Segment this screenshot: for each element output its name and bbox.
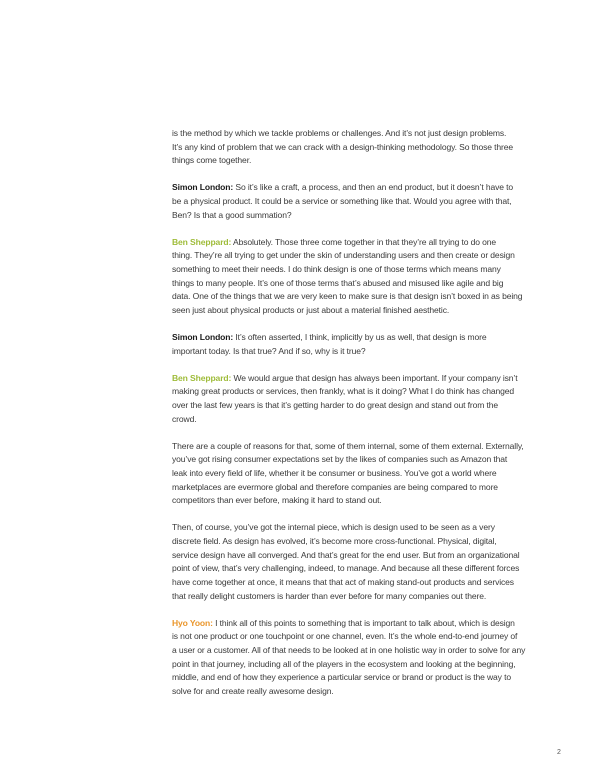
text-line (172, 494, 572, 508)
text-line (172, 576, 572, 590)
text-line (172, 481, 572, 495)
text-line (172, 685, 572, 699)
line-text: I think all of this points to something that is important to talk about, which is design (212, 617, 515, 628)
line-text: a user or a customer. All of that needs to be looked at in one holistic way in order to solve for any (172, 645, 526, 656)
text-line (172, 535, 572, 549)
text-line (172, 521, 572, 535)
line-text: We would argue that design has always been important. If your company isn’t (231, 372, 518, 383)
text-line (172, 181, 572, 195)
text-line (172, 345, 572, 359)
line-text: Absolutely. Those three come together in that they’re all trying to do one (231, 236, 497, 247)
line-text: is the method by which we tackle problems or challenges. And it’s not just design problems. (172, 128, 507, 138)
text-line (172, 453, 572, 467)
speaker-paragraph (172, 181, 572, 222)
line-text: leak into every field of life, whether it be consumer or business. You’ve got a world where (172, 468, 497, 479)
line-text: marketplaces are evermore global and therefore companies are being compared to more (172, 481, 498, 492)
paragraph (172, 127, 572, 168)
line-text: you’ve got rising consumer expectations set by the likes of companies such as Amazon that (172, 454, 508, 465)
text-line (172, 617, 572, 631)
text-line (172, 671, 572, 685)
text-line (172, 263, 572, 277)
line-text: It’s any kind of problem that we can crack with a design-thinking methodology. So those three (172, 141, 514, 152)
text-line (172, 304, 572, 318)
text-line (172, 467, 572, 481)
line-text: have come together at once, it means that that act of making stand-out products and services (172, 577, 514, 588)
line-text: So it’s like a craft, a process, and then an end product, but it doesn’t have to (233, 182, 514, 193)
speaker-paragraph (172, 372, 572, 427)
line-text: seen just about physical products or just about a material finished aesthetic. (172, 305, 450, 315)
line-text: things come together. (172, 155, 252, 166)
text-line (172, 236, 572, 250)
speaker-name: Simon London: (172, 182, 234, 193)
text-line (172, 399, 572, 413)
line-text: It’s often asserted, I think, implicitly by us as well, that design is more (233, 332, 487, 343)
line-text: things to many people. It’s one of those terms that’s abused and misused like agile and big (172, 277, 504, 288)
speaker-name: Ben Sheppard: (172, 236, 232, 247)
page-number: 2 (557, 749, 561, 756)
text-line (172, 249, 572, 263)
line-text: service design have all converged. And that’s great for the end user. But from an organizational (172, 549, 520, 560)
speaker-paragraph (172, 236, 572, 318)
speaker-name: Ben Sheppard: (172, 372, 232, 383)
text-line (172, 154, 572, 168)
speaker-name: Hyo Yoon: (172, 617, 213, 628)
text-line (172, 331, 572, 345)
text-line (172, 413, 572, 427)
line-text: discrete field. As design has evolved, it’s become more cross-functional. Physical, digital, (172, 536, 497, 547)
line-text: Then, of course, you’ve got the internal piece, which is design used to be seen as a very (172, 522, 495, 533)
text-line (172, 127, 572, 141)
line-text: competitors than ever before, making it hard to stand out. (172, 495, 382, 506)
line-text: point in that journey, including all of the players in the ecosystem and looking at the beginning, (172, 658, 516, 669)
text-line (172, 277, 572, 291)
line-text: solve for and create really awesome design. (172, 686, 334, 697)
transcript-body (172, 127, 572, 712)
line-text: point of view, that’s very challenging, indeed, to manage. And because all these different forces (172, 563, 520, 574)
paragraph (172, 521, 572, 603)
speaker-paragraph (172, 331, 572, 358)
line-text: There are a couple of reasons for that, some of them internal, some of them external. Externally, (172, 440, 524, 451)
line-text: something to meet their needs. I do think design is one of those terms which means many (172, 264, 501, 275)
text-line (172, 195, 572, 209)
text-line (172, 590, 572, 604)
text-line (172, 630, 572, 644)
line-text: middle, and end of how they experience a particular service or brand or product is the way to (172, 672, 511, 683)
line-text: thing. They’re all trying to get under the skin of understanding users and then create or design (172, 250, 515, 261)
speaker-name: Simon London: (172, 332, 234, 343)
line-text: important today. Is that true? And if so, why is it true? (172, 345, 366, 356)
text-line (172, 141, 572, 155)
line-text: crowd. (172, 413, 197, 424)
text-line (172, 290, 572, 304)
text-line (172, 385, 572, 399)
line-text: data. One of the things that we are very keen to make sure is that design isn’t boxed in as being (172, 291, 523, 302)
line-text: that really delight customers is harder than ever before for many companies out there. (172, 590, 487, 601)
line-text: is not one product or one touchpoint or one channel, even. It’s the whole end-to-end journey of (172, 631, 518, 642)
speaker-paragraph (172, 617, 572, 699)
text-line (172, 644, 572, 658)
line-text: Ben? Is that a good summation? (172, 209, 292, 220)
text-line (172, 658, 572, 672)
text-line (172, 440, 572, 454)
text-line (172, 372, 572, 386)
text-line (172, 549, 572, 563)
text-line (172, 209, 572, 223)
line-text: making great products or services, then frankly, what is it doing? What I do think has changed (172, 386, 515, 397)
text-line (172, 562, 572, 576)
line-text: over the last few years is that it’s getting harder to do great design and stand out from the (172, 400, 499, 411)
line-text: be a physical product. It could be a service or something like that. Would you agree with that, (172, 196, 512, 207)
paragraph (172, 440, 572, 508)
